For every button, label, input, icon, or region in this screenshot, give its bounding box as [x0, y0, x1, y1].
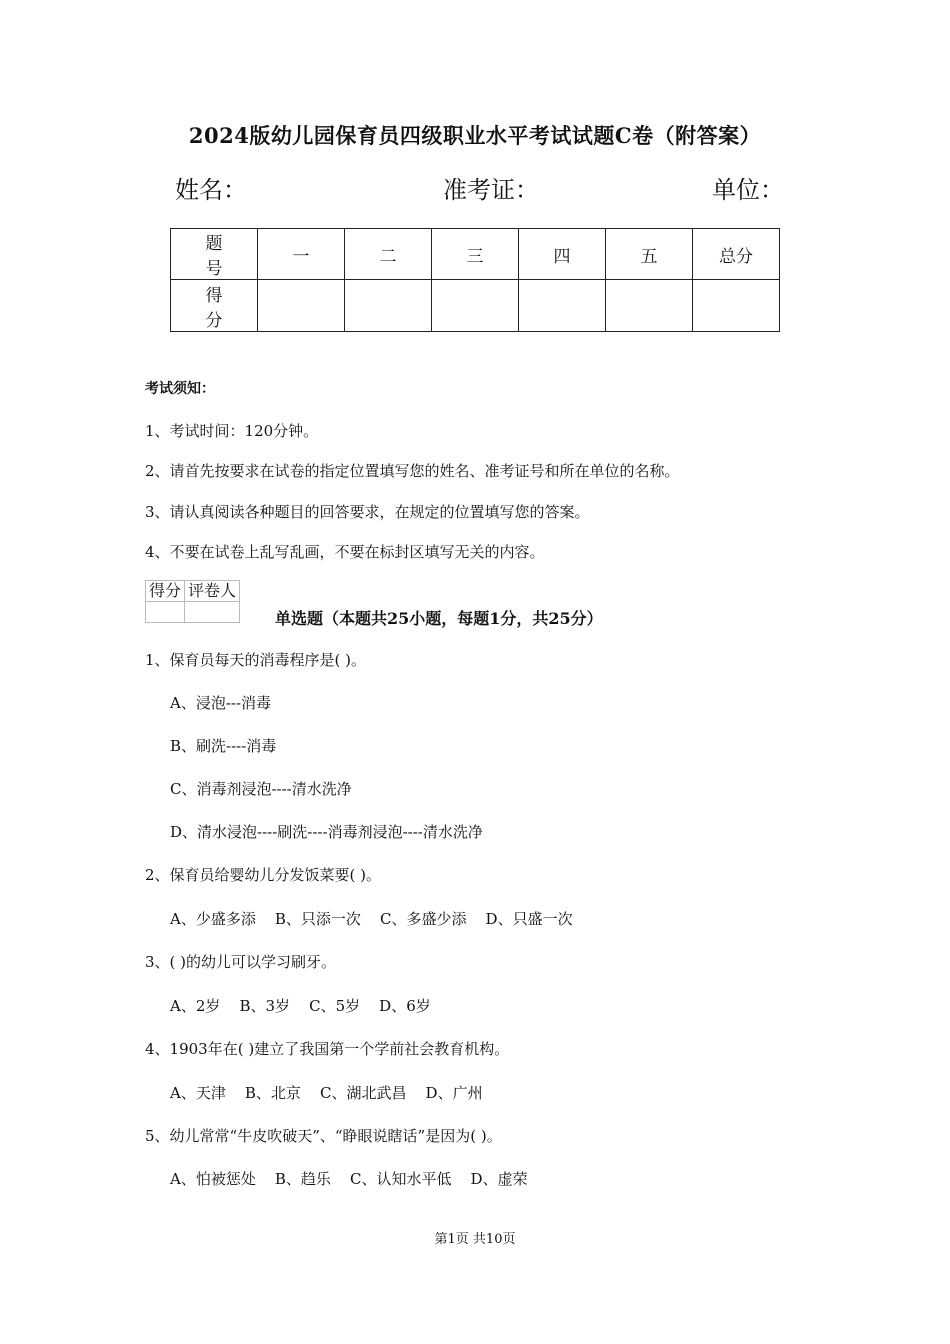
grader-score-label: 得分	[146, 581, 185, 602]
score-cell	[258, 280, 345, 332]
score-cell	[519, 280, 606, 332]
score-cell	[432, 280, 519, 332]
question-stem: 5、幼儿常常“牛皮吹破天”、“睁眼说瞎话”是因为( )。	[145, 1127, 502, 1145]
score-table-column-5: 五	[606, 229, 693, 280]
score-table-column-total: 总分	[693, 229, 780, 280]
question-options-line: A、怕被惩处 B、趋乐 C、认知水平低 D、虚荣	[170, 1170, 528, 1188]
question-stem: 1、保育员每天的消毒程序是( )。	[145, 651, 367, 669]
score-table-column-1: 一	[258, 229, 345, 280]
grader-score-cell	[146, 602, 185, 623]
notice-item: 3、请认真阅读各种题目的回答要求，在规定的位置填写您的答案。	[145, 503, 590, 521]
unit-label: 单位：	[712, 176, 784, 204]
question-stem: 2、保育员给婴幼儿分发饭菜要( )。	[145, 866, 382, 884]
page-title: 2024版幼儿园保育员四级职业水平考试试题C卷（附答案）	[188, 123, 762, 148]
exam-id-label: 准考证：	[443, 176, 539, 204]
score-table-header-row	[171, 229, 780, 280]
page-footer: 第1页 共10页	[434, 1232, 516, 1247]
grader-reviewer-label: 评卷人	[185, 581, 240, 602]
grader-box	[145, 580, 240, 623]
question-stem: 4、1903年在( )建立了我国第一个学前社会教育机构。	[145, 1040, 510, 1058]
notice-item: 2、请首先按要求在试卷的指定位置填写您的姓名、准考证号和所在单位的名称。	[145, 462, 680, 480]
question-options-line: A、少盛多添 B、只添一次 C、多盛少添 D、只盛一次	[170, 910, 573, 928]
score-table-row-label: 得 分	[171, 280, 258, 332]
score-table-column-3: 三	[432, 229, 519, 280]
score-table	[170, 228, 780, 332]
grader-reviewer-cell	[185, 602, 240, 623]
question-option: C、消毒剂浸泡----清水洗净	[170, 780, 352, 798]
question-option: A、浸泡---消毒	[170, 694, 272, 712]
score-table-score-row	[171, 280, 780, 332]
score-cell	[345, 280, 432, 332]
score-cell	[606, 280, 693, 332]
notice-item: 4、不要在试卷上乱写乱画，不要在标封区填写无关的内容。	[145, 543, 545, 561]
notice-item: 1、考试时间：120分钟。	[145, 422, 319, 440]
name-label: 姓名：	[175, 176, 247, 204]
score-cell	[693, 280, 780, 332]
notice-heading: 考试须知：	[145, 381, 215, 397]
score-table-column-4: 四	[519, 229, 606, 280]
question-options-line: A、天津 B、北京 C、湖北武昌 D、广州	[170, 1084, 483, 1102]
section-title: 单选题（本题共25小题，每题1分，共25分）	[275, 609, 603, 628]
question-stem: 3、( )的幼儿可以学习刷牙。	[145, 953, 337, 971]
score-table-row-label: 题 号	[171, 229, 258, 280]
question-option: D、清水浸泡----刷洗----消毒剂浸泡----清水洗净	[170, 823, 483, 841]
question-option: B、刷洗----消毒	[170, 737, 277, 755]
score-table-column-2: 二	[345, 229, 432, 280]
question-options-line: A、2岁 B、3岁 C、5岁 D、6岁	[170, 997, 431, 1015]
